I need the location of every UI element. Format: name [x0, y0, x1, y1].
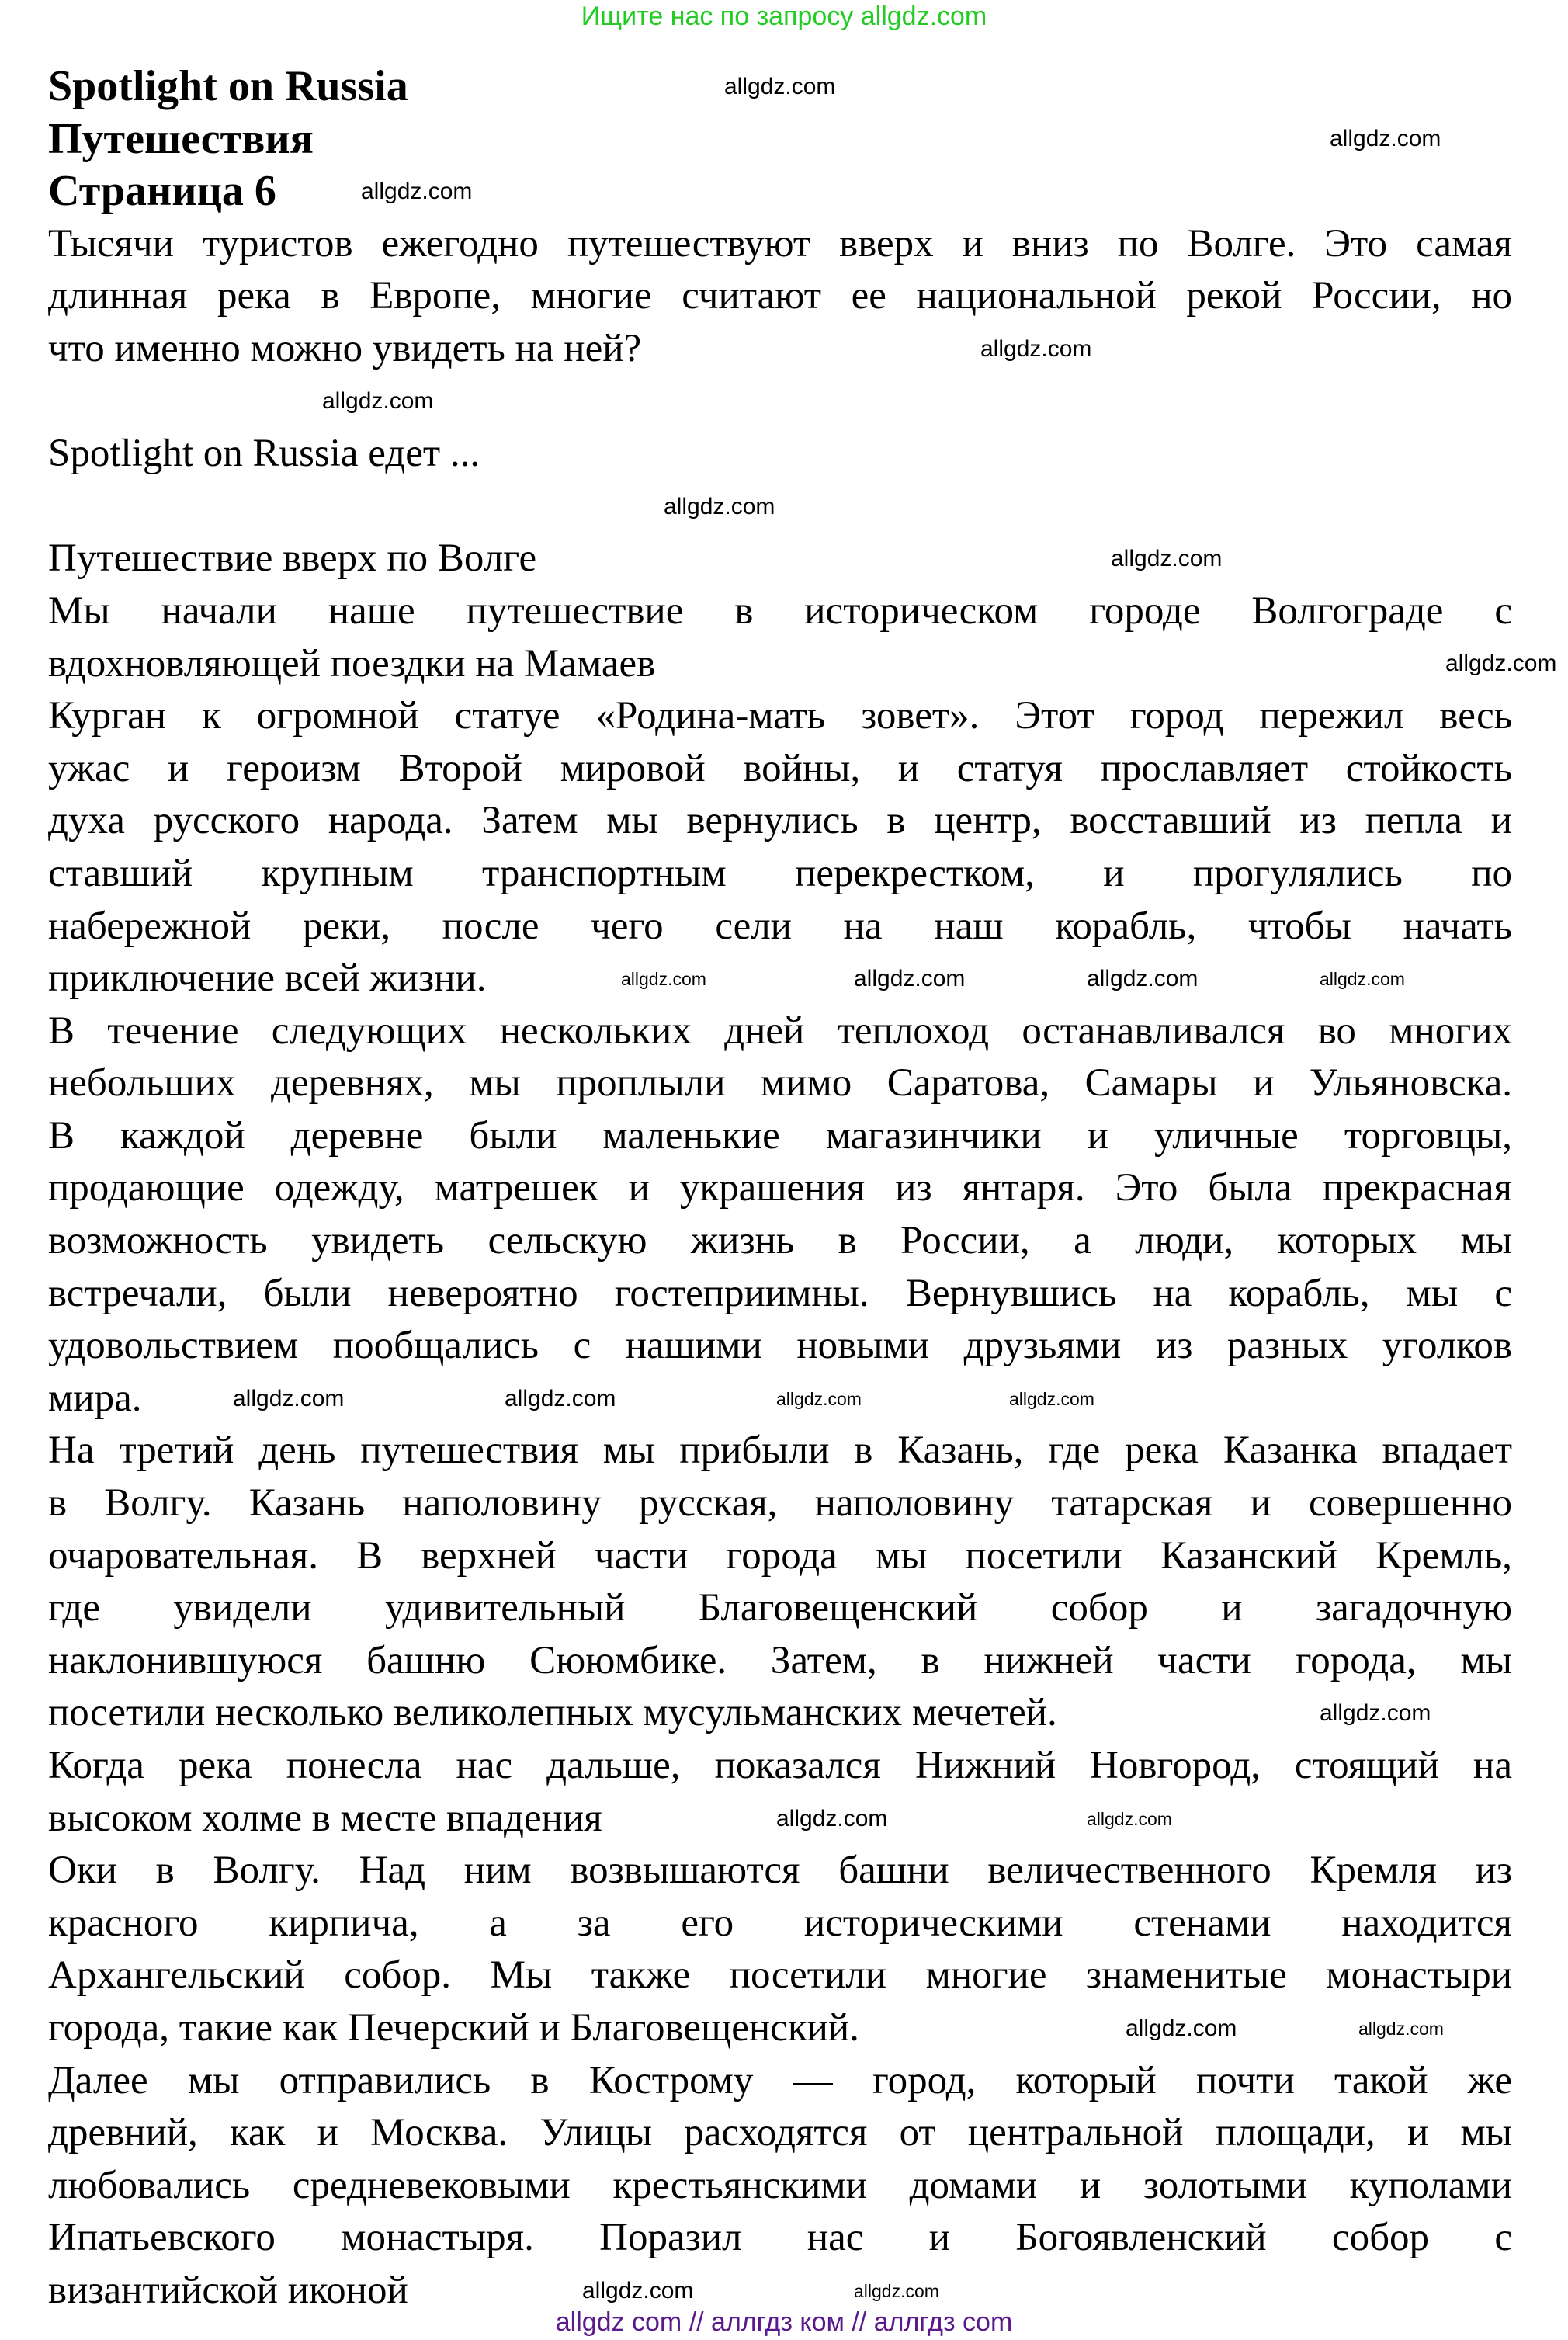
text-line: посетили несколько великолепных мусульманских мечетей. — [48, 1691, 1057, 1735]
heading-line: Spotlight on Russia — [48, 62, 408, 110]
text-line: города, такие как Печерский и Благовещенский. — [48, 2005, 859, 2050]
text-line: очаровательная. В верхней части города мы посетили Казанский Кремль, — [48, 1533, 1512, 1578]
text-line: приключение всей жизни. — [48, 956, 487, 1001]
watermark: allgdz.com — [582, 2278, 694, 2304]
watermark: allgdz.com — [1330, 126, 1441, 152]
watermark: allgdz.com — [854, 2281, 939, 2301]
text-line — [48, 376, 1512, 429]
text-line: набережной реки, после чего сели на наш корабль, чтобы начать — [48, 904, 1512, 948]
watermark: allgdz.com — [233, 1385, 345, 1411]
watermark: allgdz.com — [505, 1385, 616, 1411]
watermark: allgdz.com — [1111, 546, 1223, 572]
text-line: византийской иконой — [48, 2268, 408, 2312]
text-line — [48, 481, 1512, 533]
text-line: Ипатьевского монастыря. Поразил нас и Богоявленский собор с — [48, 2216, 1512, 2260]
text-line: В каждой деревне были маленькие магазинчики и уличные торговцы, — [48, 1113, 1512, 1158]
watermark: allgdz.com — [1320, 969, 1405, 989]
watermark: allgdz.com — [776, 1805, 888, 1831]
text-line: высоком холме в месте впадения — [48, 1796, 602, 1840]
text-line: Архангельский собор. Мы также посетили многие знаменитые монастыри — [48, 1953, 1512, 1998]
text-line: мира. — [48, 1376, 142, 1420]
watermark: allgdz.com — [1358, 2019, 1444, 2039]
document-body — [48, 61, 1512, 2317]
text-line: Далее мы отправились в Кострому — город, который почти такой же — [48, 2058, 1512, 2102]
watermark: allgdz.com — [724, 73, 836, 99]
text-line: ставший крупным транспортным перекрестком, и прогулялись по — [48, 851, 1512, 895]
watermark: allgdz.com — [1009, 1388, 1094, 1409]
top-banner: Ищите нас по запросу allgdz.com — [581, 2, 987, 31]
text-line: где увидели удивительный Благовещенский собор и загадочную — [48, 1586, 1512, 1630]
heading-line: Страница 6 — [48, 167, 276, 216]
watermark: allgdz.com — [1320, 1700, 1431, 1727]
text-line: продающие одежду, матрешек и украшения из янтаря. Это была прекрасная — [48, 1166, 1512, 1210]
text-line: духа русского народа. Затем мы вернулись в центр, восставший из пепла и — [48, 799, 1512, 843]
text-line: в Волгу. Казань наполовину русская, наполовину татарская и совершенно — [48, 1481, 1512, 1526]
text-line: небольших деревнях, мы проплыли мимо Саратова, Самары и Ульяновска. — [48, 1061, 1512, 1106]
text-line: наклонившуюся башню Сююмбике. Затем, в нижней части города, мы — [48, 1638, 1512, 1682]
text-line: Оки в Волгу. Над ним возвышаются башни величественного Кремля из — [48, 1849, 1512, 1893]
text-line: что именно можно увидеть на ней? — [48, 326, 642, 370]
watermark: allgdz.com — [1087, 1808, 1172, 1829]
text-line: Когда река понесла нас дальше, показался Нижний Новгород, стоящий на — [48, 1744, 1512, 1787]
watermark: allgdz.com — [664, 493, 775, 519]
watermark: allgdz.com — [322, 388, 434, 415]
text-line: Тысячи туристов ежегодно путешествуют вверх и вниз по Волге. Это самая — [48, 221, 1512, 266]
text-line: красного кирпича, а за его историческими стенами находится — [48, 1901, 1512, 1945]
watermark: allgdz.com — [1087, 966, 1199, 991]
watermark: allgdz.com — [1126, 2015, 1237, 2041]
watermark: allgdz.com — [361, 179, 473, 204]
text-line: Мы начали наше путешествие в историческом городе Волгограде с — [48, 588, 1512, 633]
text-line: ужас и героизм Второй мировой войны, и статуя прославляет стойкость — [48, 746, 1512, 790]
text-line: встречали, были невероятно гостеприимны. Вернувшись на корабль, мы с — [48, 1271, 1512, 1315]
text-line: На третий день путешествия мы прибыли в Казань, где река Казанка впадает — [48, 1429, 1512, 1473]
watermark: allgdz.com — [980, 335, 1092, 362]
text-line: любовались средневековыми крестьянскими домами и золотыми куполами — [48, 2163, 1512, 2207]
watermark: allgdz.com — [1445, 651, 1557, 677]
text-line: Spotlight on Russia едет ... — [48, 432, 480, 476]
text-line: длинная река в Европе, многие считают ее национальной рекой России, но — [48, 274, 1512, 318]
text-line: вдохновляющей поездки на Мамаев — [48, 641, 656, 686]
watermark: allgdz.com — [854, 966, 966, 991]
heading-line: Путешествия — [48, 114, 314, 163]
watermark: allgdz.com — [776, 1388, 862, 1409]
text-line: Курган к огромной статуе «Родина-мать зовет». Этот город пережил весь — [48, 694, 1512, 738]
text-line: возможность увидеть сельскую жизнь в России, а люди, которых мы — [48, 1219, 1512, 1263]
text-line: древний, как и Москва. Улицы расходятся от центральной площади, и мы — [48, 2111, 1512, 2155]
text-line: удовольствием пообщались с нашими новыми друзьями из разных уголков — [48, 1324, 1512, 1368]
text-line: Путешествие вверх по Волге — [48, 536, 537, 581]
bottom-banner: allgdz com // аллгдз ком // аллгдз com — [555, 2307, 1013, 2337]
watermark: allgdz.com — [621, 969, 706, 989]
text-line: В течение следующих нескольких дней теплоход останавливался во многих — [48, 1009, 1512, 1053]
